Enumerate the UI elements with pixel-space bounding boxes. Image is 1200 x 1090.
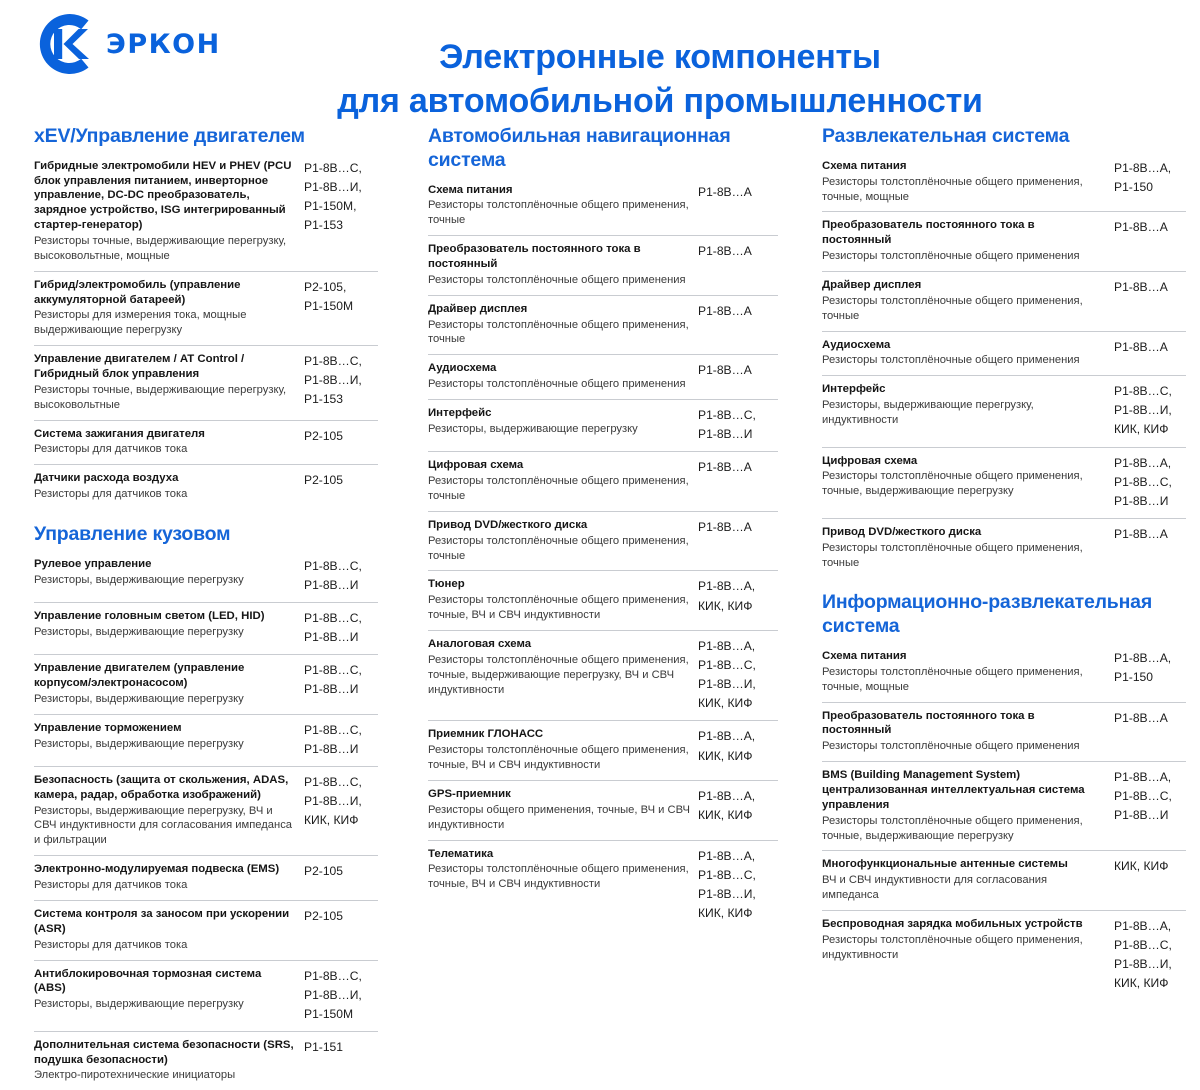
product-code: Р1-150М,	[304, 198, 357, 213]
section-infotainment	[822, 577, 1186, 1000]
application-list	[34, 556, 378, 1090]
application-row	[428, 399, 778, 451]
application-row	[428, 235, 778, 295]
product-codes	[304, 862, 378, 881]
application-info	[822, 382, 1114, 428]
application-title: Аудиосхема	[428, 362, 497, 375]
product-codes	[304, 609, 378, 647]
application-row	[34, 602, 378, 654]
product-code: Р1-8В…И,	[304, 373, 362, 388]
application-title: Электронно-модулируемая подвеска (EMS)	[34, 863, 280, 876]
column-middle	[428, 112, 778, 930]
product-codes	[1114, 709, 1186, 728]
application-row	[822, 271, 1186, 331]
application-description: Резисторы для датчиков тока	[34, 488, 188, 501]
product-code: Р1-8В…И,	[698, 886, 756, 901]
product-code: Р1-8В…А,	[1114, 160, 1172, 175]
application-description: Резисторы толстоплёночные общего применения, точные, ВЧ и СВЧ индуктивности	[428, 863, 689, 891]
application-description: Резисторы толстоплёночные общего применения, точные, выдерживающие перегрузку, ВЧ и СВЧ индуктивности	[428, 653, 689, 696]
product-code: КИК, КИФ	[698, 598, 753, 613]
product-codes	[304, 773, 378, 830]
application-info	[34, 609, 304, 640]
product-codes	[698, 406, 778, 444]
product-code: Р2-105	[304, 908, 343, 923]
application-row	[428, 780, 778, 840]
application-title: Тюнер	[428, 578, 465, 591]
product-codes	[1114, 857, 1186, 876]
product-code: Р1-8В…С,	[1114, 789, 1172, 804]
product-code: Р1-8В…И	[1114, 808, 1169, 823]
erkon-ck-monogram-logo	[26, 8, 102, 80]
application-info	[822, 159, 1114, 205]
product-code: КИК, КИФ	[1114, 859, 1169, 874]
product-code: Р1-8В…И,	[304, 179, 362, 194]
application-list	[34, 158, 378, 509]
application-info	[822, 709, 1114, 755]
application-row	[428, 720, 778, 780]
product-code: КИК, КИФ	[698, 696, 753, 711]
product-codes	[304, 1038, 378, 1057]
product-codes	[1114, 218, 1186, 237]
application-title: Драйвер дисплея	[428, 302, 528, 315]
application-title: Система контроля за заносом при ускорении (ASR)	[34, 907, 290, 935]
product-code: Р1-150М	[304, 298, 354, 313]
application-info	[428, 637, 698, 698]
application-row	[822, 447, 1186, 518]
product-code: Р1-8В…А	[698, 460, 752, 475]
application-row	[428, 354, 778, 399]
application-title: Управление двигателем / AT Control / Гибридный блок управления	[34, 353, 245, 380]
application-description: Резисторы толстоплёночные общего применения, индуктивности	[822, 933, 1083, 961]
product-codes	[1114, 159, 1186, 197]
product-code: Р1-150	[1114, 179, 1153, 194]
product-code: Р1-8В…И,	[698, 677, 756, 692]
application-description: Резисторы, выдерживающие перегрузку, ВЧ и СВЧ индуктивности для согласования импеданса и фильтрации	[34, 804, 293, 847]
product-code: Р1-8В…С,	[304, 774, 362, 789]
product-codes	[698, 787, 778, 825]
product-code: Р1-8В…А	[1114, 339, 1168, 354]
product-codes	[1114, 768, 1186, 825]
application-description: Резисторы, выдерживающие перегрузку	[34, 625, 244, 638]
application-info	[822, 278, 1114, 324]
application-description: Резисторы, выдерживающие перегрузку	[34, 998, 244, 1011]
application-title: Управление головным светом (LED, HID)	[34, 609, 265, 622]
application-info	[822, 218, 1114, 264]
application-title: Гибрид/электромобиль (управление аккумуляторной батареей)	[34, 278, 241, 306]
product-code: Р1-8В…С,	[304, 722, 362, 737]
application-row	[822, 158, 1186, 212]
application-title: Гибридные электромобили HEV и PHEV (PCU блок управления питанием, инверторное управление, DC-DC преобразователь, зарядное устройство, ISG интегрированный стартер-генератор)	[34, 159, 292, 232]
product-code: КИК, КИФ	[1114, 976, 1169, 991]
application-row	[34, 714, 378, 766]
application-description: Резисторы, выдерживающие перегрузку	[34, 737, 244, 750]
section-xev-engine-control	[34, 112, 378, 509]
application-title: Дополнительная система безопасности (SRS, подушка безопасности)	[34, 1038, 294, 1066]
product-codes	[304, 967, 378, 1024]
product-code: Р1-8В…А,	[698, 848, 756, 863]
application-info	[34, 352, 304, 412]
column-left	[34, 112, 378, 1090]
application-row	[822, 761, 1186, 850]
application-title: Антиблокировочная тормозная система (ABS)	[34, 967, 262, 995]
application-row	[34, 960, 378, 1031]
application-row	[34, 271, 378, 345]
product-code: Р1-8В…С,	[698, 867, 756, 882]
product-code: Р1-8В…И,	[304, 987, 362, 1002]
product-code: Р1-8В…А,	[698, 729, 756, 744]
catalog-columns	[0, 112, 1200, 1082]
column-right	[822, 112, 1186, 1000]
product-codes	[1114, 917, 1186, 993]
page-title	[230, 35, 1090, 123]
section-xev-engine-control-title: xEV/Управление двигателем	[34, 125, 305, 147]
application-description: Резисторы, выдерживающие перегрузку	[34, 573, 244, 586]
application-description: Резисторы толстоплёночные общего применения	[822, 250, 1080, 263]
product-code: Р1-150М	[304, 1006, 354, 1021]
application-title: Преобразователь постоянного тока в постоянный	[822, 709, 1035, 737]
application-title: Беспроводная зарядка мобильных устройств	[822, 918, 1083, 931]
section-entertainment-title: Развлекательная система	[822, 125, 1070, 147]
application-description: Резисторы толстоплёночные общего применения, точные, мощные	[822, 665, 1083, 693]
product-code: Р1-8В…А,	[1114, 770, 1172, 785]
product-codes	[698, 183, 778, 202]
product-codes	[304, 471, 378, 490]
application-info	[428, 458, 698, 504]
product-codes	[1114, 382, 1186, 439]
application-title: BMS (Building Management System) централизованная интеллектуальная система управления	[822, 769, 1085, 811]
application-info	[34, 278, 304, 338]
product-code: Р1-151	[304, 1039, 343, 1054]
application-title: Телематика	[428, 847, 494, 860]
application-title: Схема питания	[822, 159, 907, 172]
application-info	[34, 1038, 304, 1084]
product-code: Р1-8В…А	[698, 244, 752, 259]
application-description: Резисторы толстоплёночные общего применения	[822, 740, 1080, 753]
application-row	[822, 702, 1186, 762]
application-info	[428, 302, 698, 348]
product-code: Р1-8В…С,	[304, 160, 362, 175]
application-info	[34, 862, 304, 893]
application-info	[822, 857, 1114, 903]
product-codes	[1114, 454, 1186, 511]
application-row	[428, 451, 778, 511]
application-title: Цифровая схема	[428, 459, 524, 472]
application-title: GPS-приемник	[428, 788, 511, 801]
product-codes	[304, 557, 378, 595]
product-code: Р1-8В…А,	[1114, 455, 1172, 470]
application-row	[34, 420, 378, 465]
product-codes	[698, 847, 778, 923]
brand-wordmark: ЭРКОН	[106, 28, 221, 60]
product-code: Р1-8В…А,	[1114, 919, 1172, 934]
application-title: Интерфейс	[822, 383, 886, 396]
application-row	[34, 345, 378, 419]
application-list	[822, 648, 1186, 1000]
application-row	[34, 464, 378, 509]
application-description: Резисторы для измерения тока, мощные выдерживающие перегрузку	[34, 309, 247, 337]
application-row	[822, 648, 1186, 702]
product-code: Р1-8В…А	[698, 184, 752, 199]
application-title: Безопасность (защита от скольжения, ADAS, камера, радар, обработка изображений)	[34, 773, 289, 801]
product-code: КИК, КИФ	[698, 748, 753, 763]
application-info	[822, 649, 1114, 695]
application-row	[822, 518, 1186, 578]
application-title: Управление двигателем (управление корпусом/электронасосом)	[34, 662, 245, 689]
application-description: Резисторы точные, выдерживающие перегрузку, высоковольтные	[34, 383, 287, 411]
product-code: Р1-8В…А	[1114, 710, 1168, 725]
application-title: Рулевое управление	[34, 557, 152, 570]
product-codes	[698, 577, 778, 615]
product-codes	[304, 907, 378, 926]
product-codes	[1114, 338, 1186, 357]
application-info	[428, 577, 698, 623]
application-title: Схема питания	[428, 183, 513, 196]
product-code: Р1-8В…С,	[304, 663, 362, 678]
application-description: Резисторы толстоплёночные общего применения, точные, ВЧ и СВЧ индуктивности	[428, 744, 689, 772]
application-info	[34, 907, 304, 953]
application-description: Резисторы толстоплёночные общего применения, точные	[428, 475, 689, 502]
product-codes	[698, 518, 778, 537]
product-codes	[698, 302, 778, 321]
application-row	[428, 295, 778, 355]
product-codes	[304, 427, 378, 446]
application-description: Резисторы толстоплёночные общего применения, точные, ВЧ и СВЧ индуктивности	[428, 594, 689, 622]
application-row	[34, 855, 378, 900]
application-row	[34, 900, 378, 960]
application-list	[822, 158, 1186, 578]
application-list	[428, 182, 778, 930]
product-codes	[304, 661, 378, 699]
application-title: Приемник ГЛОНАСС	[428, 728, 544, 741]
application-row	[822, 850, 1186, 910]
product-codes	[1114, 278, 1186, 297]
application-title: Аудиосхема	[822, 338, 891, 351]
application-info	[34, 661, 304, 707]
application-description: Резисторы толстоплёночные общего применения, точные	[428, 199, 689, 227]
application-info	[428, 787, 698, 833]
application-description: Резисторы толстоплёночные общего применения, точные	[428, 318, 689, 346]
section-car-navigation-title: Автомобильная навигационная система	[428, 125, 731, 171]
product-code: Р1-153	[304, 392, 343, 407]
page-title-line-2: для автомобильной промышленности	[337, 81, 983, 120]
application-description: Резисторы для датчиков тока	[34, 938, 188, 951]
product-codes	[698, 242, 778, 261]
application-info	[822, 768, 1114, 843]
application-description: Резисторы толстоплёночные общего применения, точные	[822, 541, 1083, 569]
product-code: Р1-8В…И,	[304, 794, 362, 808]
product-code: КИК, КИФ	[698, 905, 753, 920]
product-code: Р1-8В…И	[304, 682, 359, 697]
application-description: Резисторы толстоплёночные общего применения, точные, мощные	[822, 175, 1083, 203]
product-codes	[698, 727, 778, 765]
product-codes	[698, 361, 778, 380]
product-code: Р1-8В…С,	[1114, 938, 1172, 953]
application-info	[822, 338, 1114, 369]
application-info	[428, 406, 698, 437]
application-row	[822, 910, 1186, 1000]
product-code: Р1-8В…С,	[304, 610, 362, 625]
product-code: Р1-8В…С,	[1114, 384, 1172, 399]
application-description: Резисторы толстоплёночные общего применения, точные	[428, 534, 689, 562]
page-title-line-1: Электронные компоненты	[439, 37, 881, 76]
application-description: Резисторы толстоплёночные общего применения	[428, 273, 686, 286]
product-code: Р1-8В…А,	[698, 579, 756, 594]
application-description: Резисторы, выдерживающие перегрузку	[428, 422, 638, 435]
section-body-control-title: Управление кузовом	[34, 523, 231, 546]
application-row	[822, 375, 1186, 446]
application-info	[428, 518, 698, 564]
application-description: Резисторы, выдерживающие перегрузку	[34, 692, 244, 705]
product-code: Р1-8В…А,	[1114, 651, 1172, 665]
application-info	[428, 727, 698, 773]
product-code: Р1-8В…С,	[304, 558, 362, 573]
application-info	[428, 361, 698, 392]
application-description: ВЧ и СВЧ индуктивности для согласования импеданса	[822, 874, 1048, 902]
product-codes	[1114, 525, 1186, 544]
product-code: Р1-8В…А	[1114, 526, 1168, 541]
product-code: Р1-8В…С,	[304, 968, 362, 983]
product-code: Р1-8В…С,	[1114, 474, 1172, 489]
product-code: КИК, КИФ	[1114, 422, 1169, 437]
application-info	[34, 471, 304, 502]
application-info	[34, 721, 304, 752]
application-row	[428, 182, 778, 236]
application-title: Интерфейс	[428, 407, 492, 420]
application-title: Привод DVD/жесткого диска	[428, 518, 588, 531]
application-info	[34, 773, 304, 848]
application-description: Резисторы толстоплёночные общего применения, точные	[822, 294, 1083, 322]
application-description: Резисторы точные, выдерживающие перегрузку, высоковольтные, мощные	[34, 234, 287, 262]
product-code: Р1-8В…А	[698, 519, 752, 534]
application-row	[428, 630, 778, 720]
page-header	[0, 0, 1200, 120]
application-description: Резисторы общего применения, точные, ВЧ и СВЧ индуктивности	[428, 803, 690, 831]
product-code: Р1-8В…С,	[698, 658, 756, 673]
application-info	[34, 159, 304, 264]
product-codes	[304, 352, 378, 409]
product-codes	[304, 278, 378, 316]
product-code: Р1-8В…И	[1114, 493, 1169, 508]
product-codes	[304, 721, 378, 759]
product-code: Р1-8В…А	[698, 303, 752, 318]
product-code: Р1-153	[304, 218, 343, 233]
product-code: Р1-8В…А	[698, 363, 752, 378]
application-row	[428, 511, 778, 571]
product-code: Р1-150	[1114, 670, 1153, 685]
application-info	[428, 242, 698, 288]
application-description: Резисторы толстоплёночные общего применения	[822, 354, 1080, 367]
application-title: Преобразователь постоянного тока в постоянный	[428, 243, 641, 270]
product-code: Р1-8В…А,	[698, 639, 756, 654]
product-code: Р1-8В…А,	[698, 789, 756, 804]
application-info	[822, 525, 1114, 571]
product-code: Р2-105	[304, 864, 343, 879]
application-description: Резисторы, выдерживающие перегрузку, индуктивности	[822, 399, 1034, 426]
application-row	[34, 556, 378, 602]
application-description: Резисторы толстоплёночные общего применения, точные, выдерживающие перегрузку	[822, 470, 1083, 498]
application-info	[428, 847, 698, 893]
application-title: Многофункциональные антенные системы	[822, 858, 1068, 871]
application-info	[34, 427, 304, 458]
application-title: Цифровая схема	[822, 454, 918, 467]
application-description: Резисторы для датчиков тока	[34, 879, 188, 892]
product-code: Р1-8В…И,	[1114, 957, 1172, 972]
product-code: Р1-8В…И	[304, 577, 359, 592]
product-code: Р1-8В…И	[698, 427, 753, 442]
application-info	[822, 917, 1114, 963]
application-title: Аналоговая схема	[428, 638, 532, 651]
application-row	[428, 840, 778, 930]
application-row	[822, 331, 1186, 376]
application-description: Резисторы толстоплёночные общего применения	[428, 378, 686, 391]
product-codes	[1114, 649, 1186, 687]
application-info	[822, 454, 1114, 500]
brand-logo	[26, 8, 221, 80]
application-info	[428, 183, 698, 229]
product-codes	[304, 159, 378, 235]
application-description: Резисторы для датчиков тока	[34, 443, 188, 456]
product-code: Р2-105	[304, 428, 343, 443]
application-info	[34, 557, 304, 588]
product-code: Р2-105	[304, 473, 343, 488]
application-title: Привод DVD/жесткого диска	[822, 525, 982, 538]
product-code: КИК, КИФ	[698, 808, 753, 823]
application-title: Драйвер дисплея	[822, 278, 922, 291]
application-title: Датчики расхода воздуха	[34, 472, 179, 485]
application-title: Преобразователь постоянного тока в постоянный	[822, 219, 1035, 247]
application-row	[822, 211, 1186, 271]
application-row	[34, 158, 378, 271]
application-info	[34, 967, 304, 1013]
application-description: Резисторы толстоплёночные общего применения, точные, выдерживающие перегрузку	[822, 814, 1083, 842]
application-description: Электро-пиротехнические инициаторы	[34, 1069, 236, 1082]
product-code: Р1-8В…С,	[304, 354, 362, 369]
product-code: Р1-8В…И,	[1114, 403, 1172, 418]
section-entertainment	[822, 112, 1186, 577]
product-code: Р1-8В…А	[1114, 279, 1168, 294]
application-row	[428, 570, 778, 630]
product-codes	[698, 458, 778, 477]
application-title: Схема питания	[822, 650, 907, 662]
product-code: Р1-8В…С,	[698, 408, 756, 423]
application-title: Управление торможением	[34, 721, 182, 734]
application-row	[34, 766, 378, 855]
section-body-control	[34, 509, 378, 1090]
product-codes	[698, 637, 778, 713]
product-code: Р1-8В…И	[304, 630, 359, 645]
application-row	[34, 1031, 378, 1090]
product-code: Р1-8В…И	[304, 741, 359, 756]
section-car-navigation	[428, 112, 778, 930]
application-row	[34, 654, 378, 714]
product-code: Р1-8В…А	[1114, 220, 1168, 235]
section-infotainment-title: Информационно-развлекательная система	[822, 591, 1152, 638]
application-title: Система зажигания двигателя	[34, 427, 205, 440]
product-code: КИК, КИФ	[304, 813, 359, 828]
product-code: Р2-105,	[304, 279, 347, 294]
